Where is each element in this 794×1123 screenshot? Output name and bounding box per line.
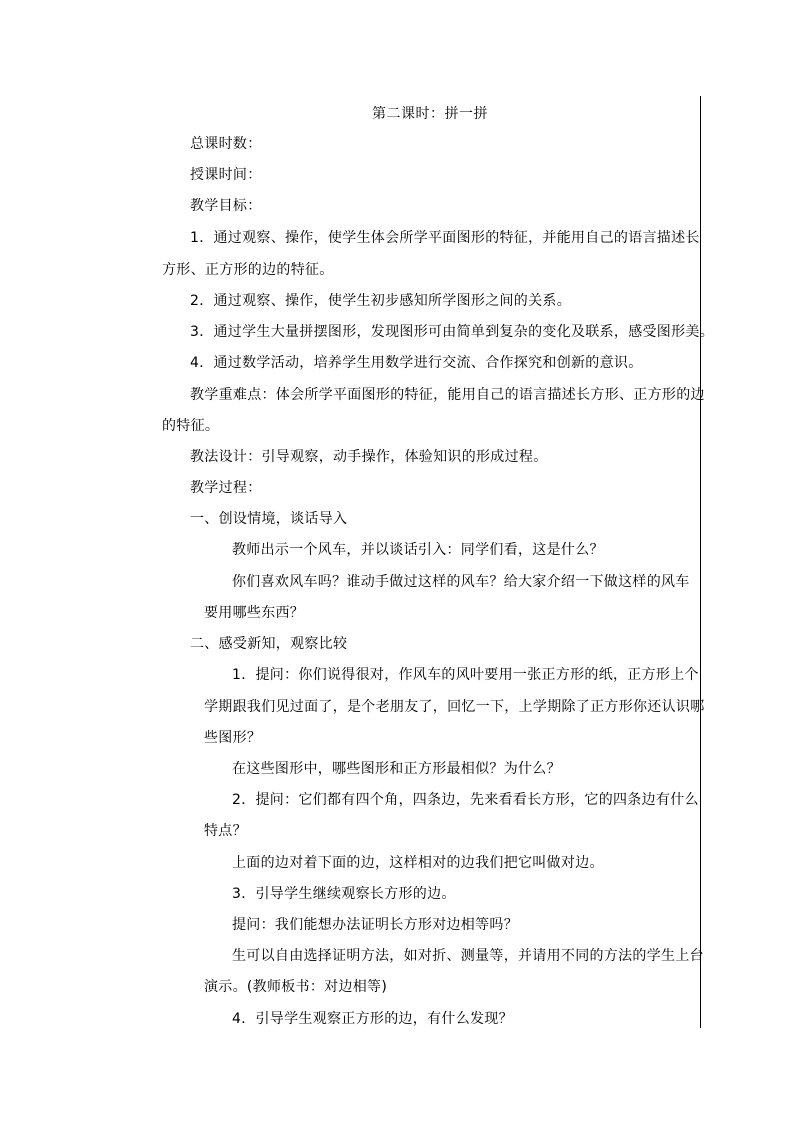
- text-line: 2．通过观察、操作，使学生初步感知所学图形之间的关系。: [190, 293, 572, 309]
- text-line: 生可以自由选择证明方法，如对折、测量等，并请用不同的方法的学生上台: [232, 948, 704, 964]
- text-line: 3．引导学生继续观察长方形的边。: [232, 886, 456, 902]
- text-line: 4．通过数学活动，培养学生用数学进行交流、合作探究和创新的意识。: [190, 355, 643, 371]
- text-line: 教法设计：引导观察，动手操作，体验知识的形成过程。: [190, 449, 548, 465]
- text-line: 在这些图形中，哪些图形和正方形最相似？为什么？: [232, 761, 561, 777]
- text-line: 的特征。: [162, 418, 220, 434]
- text-line: 4．引导学生观察正方形的边，有什么发现？: [232, 1011, 513, 1027]
- table-right-border: [700, 96, 701, 1028]
- section-heading: 二、感受新知，观察比较: [190, 636, 348, 652]
- text-line: 提问：我们能想办法证明长方形对边相等吗？: [232, 917, 518, 933]
- section-heading: 一、创设情境，谈话导入: [190, 511, 348, 527]
- text-line: 学期跟我们见过面了，是个老朋友了，回忆一下，上学期除了正方形你还认识哪: [204, 699, 705, 715]
- text-line: 3．通过学生大量拼摆图形，发现图形可由简单到复杂的变化及联系，感受图形美。: [190, 324, 715, 340]
- text-line: 授课时间：: [190, 167, 262, 183]
- page-title: 第二课时：拼一拼: [372, 106, 488, 122]
- text-line: 1．通过观察、操作，使学生体会所学平面图形的特征，并能用自己的语言描述长: [190, 230, 700, 246]
- text-line: 教学目标：: [190, 198, 262, 214]
- text-line: 特点？: [204, 823, 247, 839]
- text-line: 你们喜欢风车吗？谁动手做过这样的风车？给大家介绍一下做这样的风车: [232, 574, 690, 590]
- text-line: 总课时数：: [190, 136, 262, 152]
- text-line: 2．提问：它们都有四个角，四条边，先来看看长方形，它的四条边有什么: [232, 792, 699, 808]
- text-line: 要用哪些东西？: [204, 605, 305, 621]
- text-line: 方形、正方形的边的特征。: [162, 262, 334, 278]
- text-line: 些图形？: [204, 730, 262, 746]
- text-line: 演示。(教师板书：对边相等): [204, 979, 388, 995]
- text-line: 教学过程：: [190, 480, 262, 496]
- text-line: 上面的边对着下面的边，这样相对的边我们把它叫做对边。: [232, 855, 604, 871]
- text-line: 教学重难点：体会所学平面图形的特征，能用自己的语言描述长方形、正方形的边: [190, 387, 705, 403]
- text-line: 1．提问：你们说得很对，作风车的风叶要用一张正方形的纸，正方形上个: [232, 667, 699, 683]
- text-line: 教师出示一个风车，并以谈话引入：同学们看，这是什么？: [232, 542, 604, 558]
